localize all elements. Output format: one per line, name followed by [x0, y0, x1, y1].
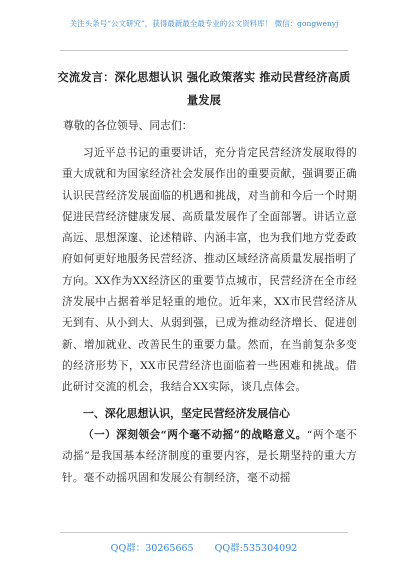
- salutation: 尊敬的各位领导、同志们：: [63, 119, 193, 132]
- header-divider: [60, 50, 348, 51]
- qq-group-2: QQ群:535304092: [214, 543, 298, 554]
- qq-group-1: QQ群：30265665: [110, 543, 194, 554]
- footer-divider: [60, 532, 348, 533]
- body-paragraph: 习近平总书记的重要讲话，充分肯定民营经济发展取得的重大成就和为国家经济社会发展作出的重要贡献，强调要正确认识民营经济发展面临的机遇和挑战，对当前和今后一个时期促进民营经济健康发展、高质量发展作了全面部署。讲话立意高远、思想深邃、论述精辟、内涵丰富，也为我们地方党委政府如何更好地服务民营经济、推动区域经济高质量发展指明了方向。XX作为XX经济区的重要节点城市，民营经济在全市经济发展中占据着举足轻重的地位。近年来，XX市民营经济从无到有、从小到大、从弱到强，已成为推动经济增长、促进创新、增加就业、改善民生的重要力量。然而，在当前复杂多变的经济形势下，XX市民营经济也面临着一些困难和挑战。借此研讨交流的机会，我结合XX实际，谈几点体会。: [62, 147, 357, 394]
- footer: [0, 540, 408, 554]
- sub-heading: （一）深刻领会“两个毫不动摇”的战略意义。: [83, 429, 307, 441]
- body-paragraph-2: [62, 425, 357, 489]
- document-title: 交流发言：深化思想认识 强化政策落实 推动民营经济高质量发展: [57, 70, 351, 107]
- paragraph-text: “两个毫不动摇”是我国基本经济制度的重要内容，是长期坚持的重大方针。毫不动摇巩固和发展公有制经济，毫不动摇: [62, 429, 357, 484]
- header-banner: 关注头条号“公文研究”，获得最新最全最专业的公文资料库！ 微信：gongwenyj: [69, 19, 339, 28]
- section-heading: 一、深化思想认识，坚定民营经济发展信心: [83, 407, 290, 420]
